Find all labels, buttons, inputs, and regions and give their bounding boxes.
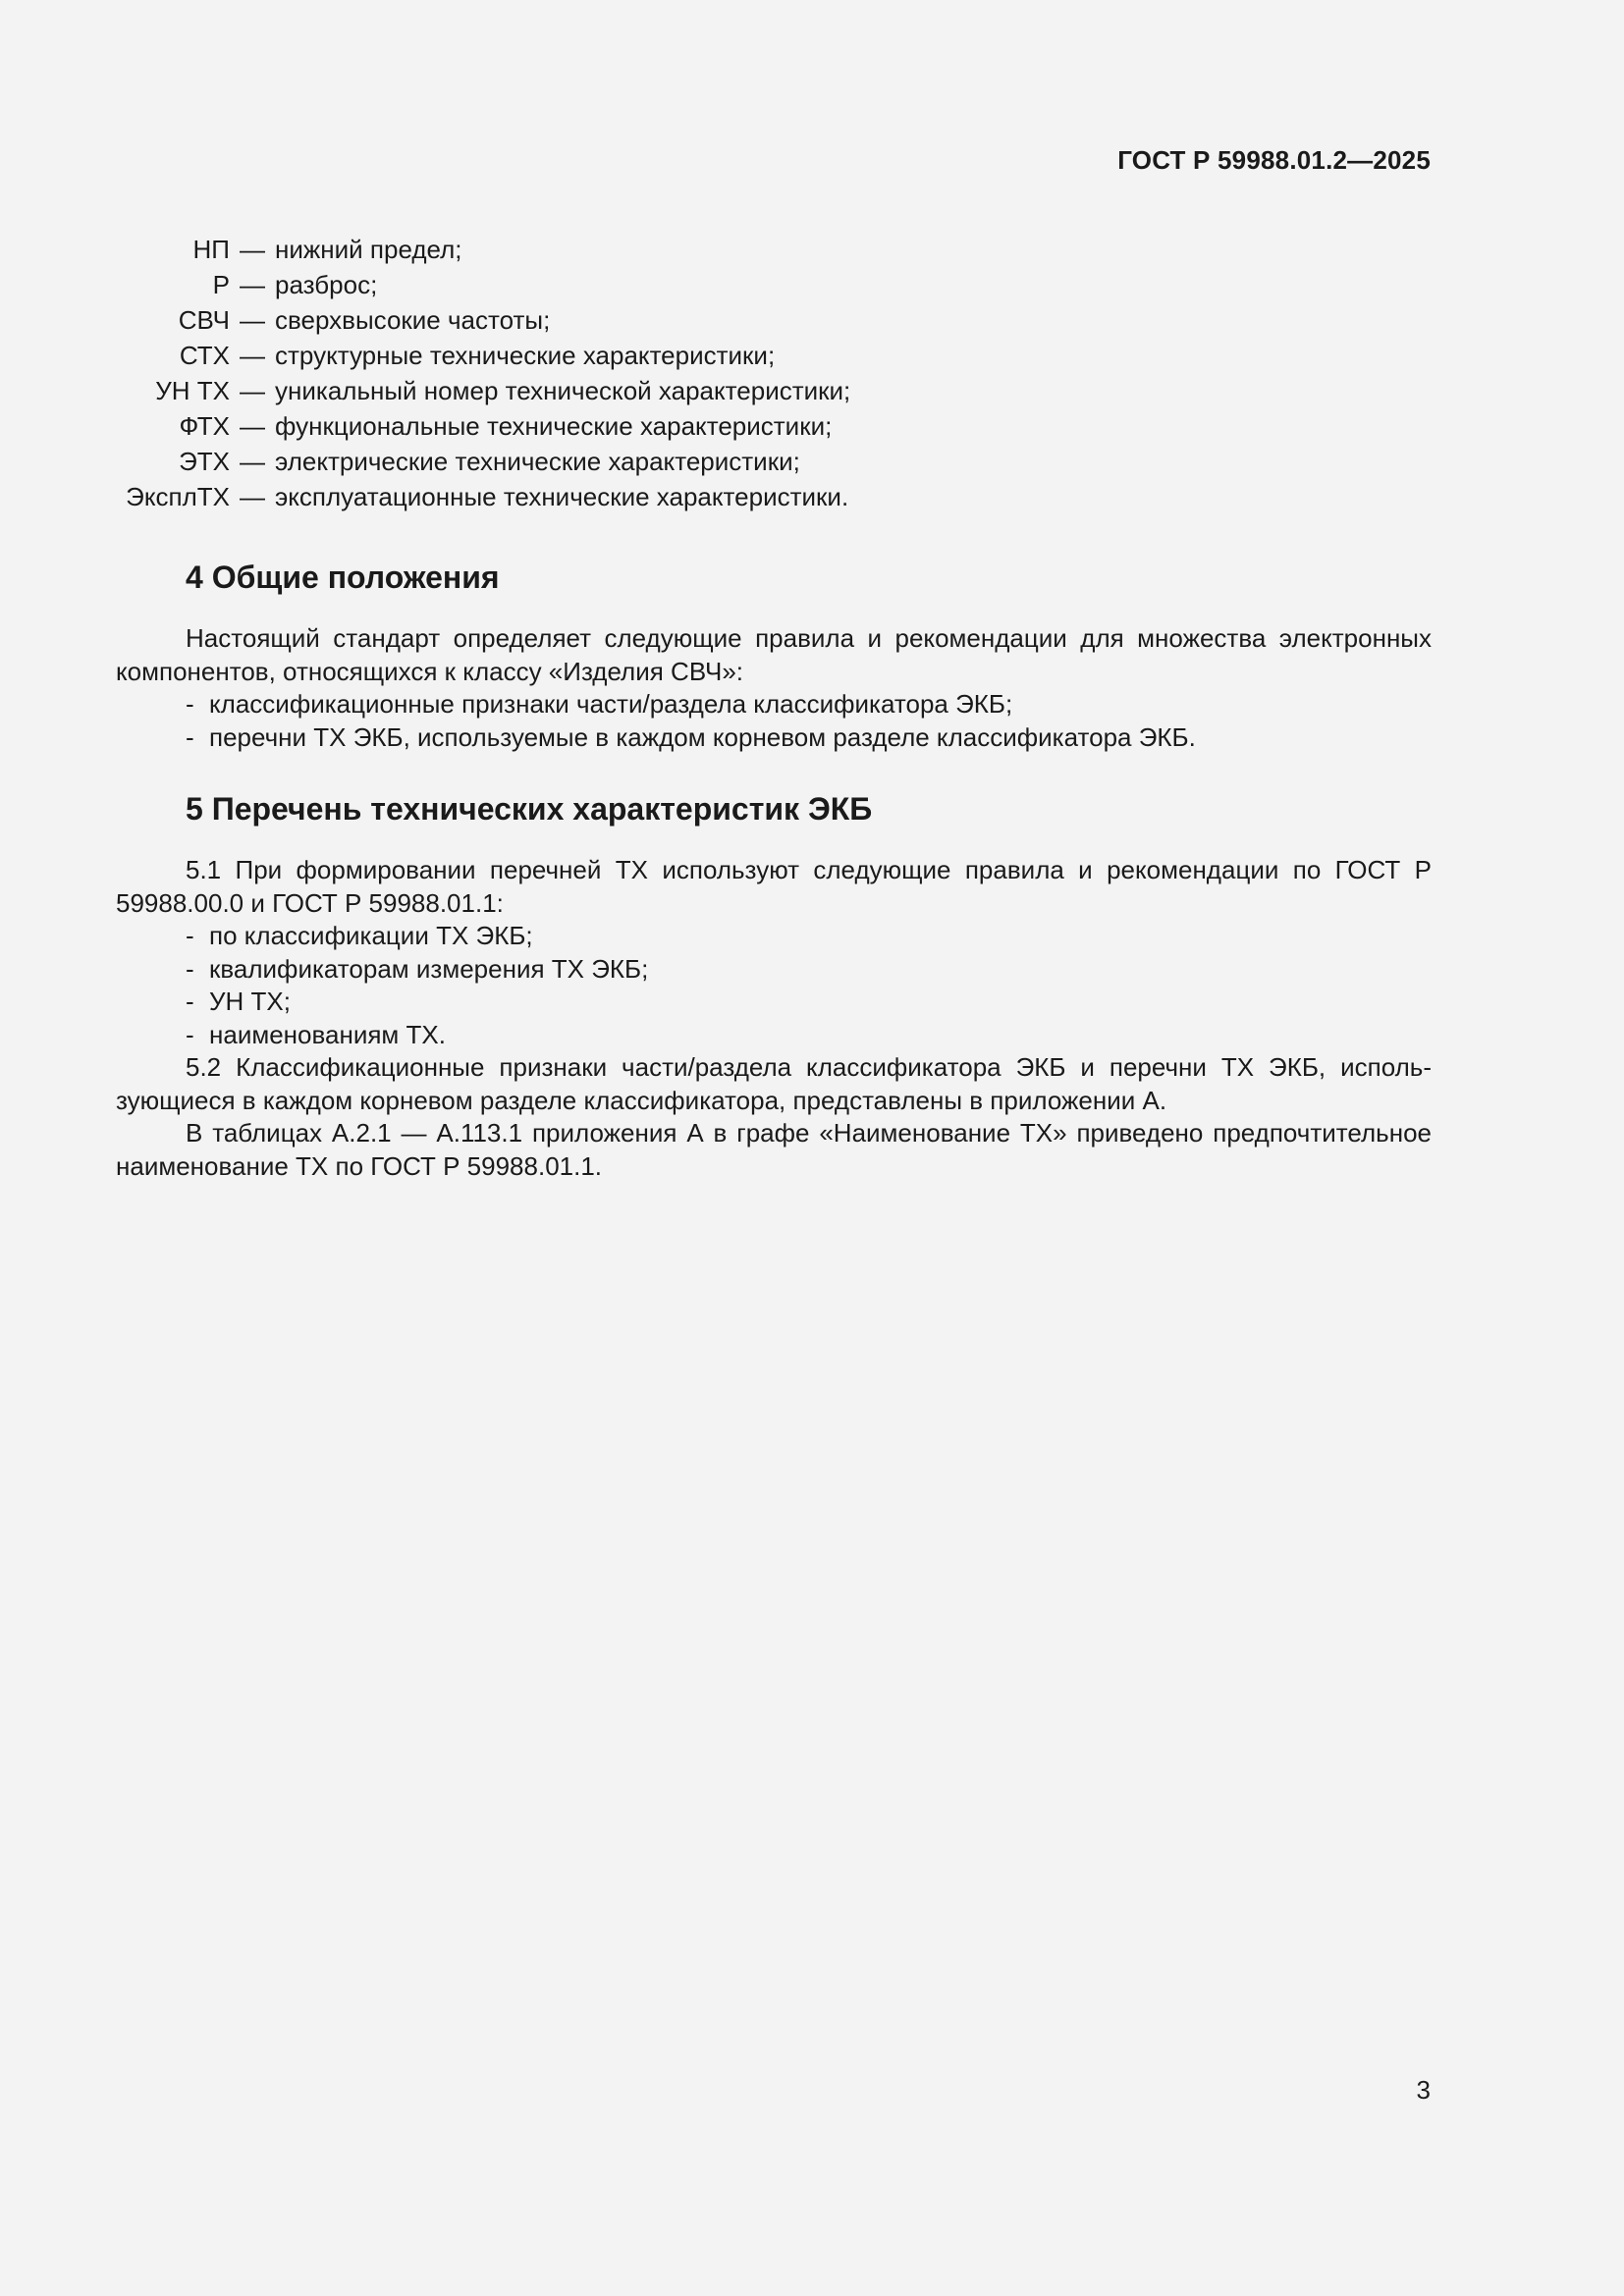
bullet-mark: - [186, 987, 194, 1016]
clause-5-1-paragraph: 5.1 При формировании перечней ТХ используют следующие правила и рекомендации по ГОСТ Р 59988.00.0 и ГОСТ Р 59988.01.1: [116, 855, 1432, 918]
list-item-text: квалификаторам измерения ТХ ЭКБ; [209, 953, 649, 984]
section-4-heading: 4 Общие положения [186, 560, 500, 595]
document-number-header: ГОСТ Р 59988.01.2—2025 [1117, 145, 1431, 175]
list-item [116, 688, 1432, 721]
abbreviation-definition: уникальный номер технической характеристики; [275, 376, 851, 405]
bullet-mark: - [186, 921, 194, 950]
abbreviation-dash: — [240, 305, 265, 335]
list-item [116, 1019, 1432, 1052]
abbreviations-list [0, 232, 1624, 514]
abbreviation-dash: — [240, 411, 265, 441]
abbreviation-item [0, 232, 1624, 267]
list-item [116, 986, 1432, 1019]
abbreviation-item [0, 302, 1624, 338]
bullet-mark: - [186, 953, 194, 984]
section-4-body [116, 622, 1432, 754]
abbreviation-term: ФТХ [179, 411, 230, 441]
list-item-text: УН ТХ; [209, 987, 291, 1016]
abbreviation-term: УН ТХ [155, 376, 230, 405]
abbreviation-definition: разброс; [275, 270, 378, 299]
section-5-body [116, 854, 1432, 1183]
abbreviation-dash: — [240, 235, 265, 264]
abbreviation-dash: — [240, 341, 265, 370]
abbreviation-dash: — [240, 376, 265, 405]
abbreviation-item [0, 338, 1624, 373]
abbreviation-definition: эксплуатационные технические характеристики. [275, 482, 849, 511]
abbreviation-item [0, 267, 1624, 302]
abbreviation-item [0, 408, 1624, 444]
list-item [116, 721, 1432, 755]
list-item-text: по классификации ТХ ЭКБ; [209, 921, 533, 950]
abbreviation-term: НП [192, 235, 230, 264]
section-4-intro-paragraph: Настоящий стандарт определяет следующие правила и рекомендации для множества электронных компонентов, относящихся к классу «Изделия СВЧ»: [116, 623, 1432, 686]
abbreviation-term: ЭТХ [179, 447, 230, 476]
abbreviation-item [0, 444, 1624, 479]
list-item-text: наименованиям ТХ. [209, 1019, 446, 1049]
abbreviation-term: СТХ [179, 341, 230, 370]
list-item-text: классификационные признаки части/раздела классификатора ЭКБ; [209, 689, 1013, 719]
clause-5-2-paragraph: 5.2 Классификационные признаки части/раздела классификатора ЭКБ и перечни ТХ ЭКБ, использующиеся в каждом корневом разделе классификатора, представлены в приложении А. [116, 1052, 1432, 1115]
abbreviation-item [0, 479, 1624, 514]
list-item [116, 953, 1432, 987]
bullet-mark: - [186, 721, 194, 752]
abbreviation-definition: сверхвысокие частоты; [275, 305, 551, 335]
abbreviation-item [0, 373, 1624, 408]
abbreviation-term: СВЧ [178, 305, 230, 335]
abbreviation-term: Р [212, 270, 230, 299]
list-item-text: перечни ТХ ЭКБ, используемые в каждом корневом разделе классификатора ЭКБ. [209, 721, 1196, 752]
section-5-heading: 5 Перечень технических характеристик ЭКБ [186, 791, 873, 827]
abbreviation-dash: — [240, 482, 265, 511]
bullet-mark: - [186, 689, 194, 719]
abbreviation-dash: — [240, 447, 265, 476]
abbreviation-definition: функциональные технические характеристики; [275, 411, 833, 441]
abbreviation-definition: электрические технические характеристики; [275, 447, 800, 476]
abbreviation-definition: структурные технические характеристики; [275, 341, 776, 370]
abbreviation-term: ЭксплТХ [126, 482, 230, 511]
abbreviation-dash: — [240, 270, 265, 299]
abbreviation-definition: нижний предел; [275, 235, 462, 264]
list-item [116, 920, 1432, 953]
bullet-mark: - [186, 1019, 194, 1049]
page-number: 3 [1416, 2075, 1431, 2105]
tables-note-paragraph: В таблицах А.2.1 — А.113.1 приложения А в графе «Наименование ТХ» приведено предпочтительное наименование ТХ по ГОСТ Р 59988.01.1. [116, 1118, 1432, 1181]
